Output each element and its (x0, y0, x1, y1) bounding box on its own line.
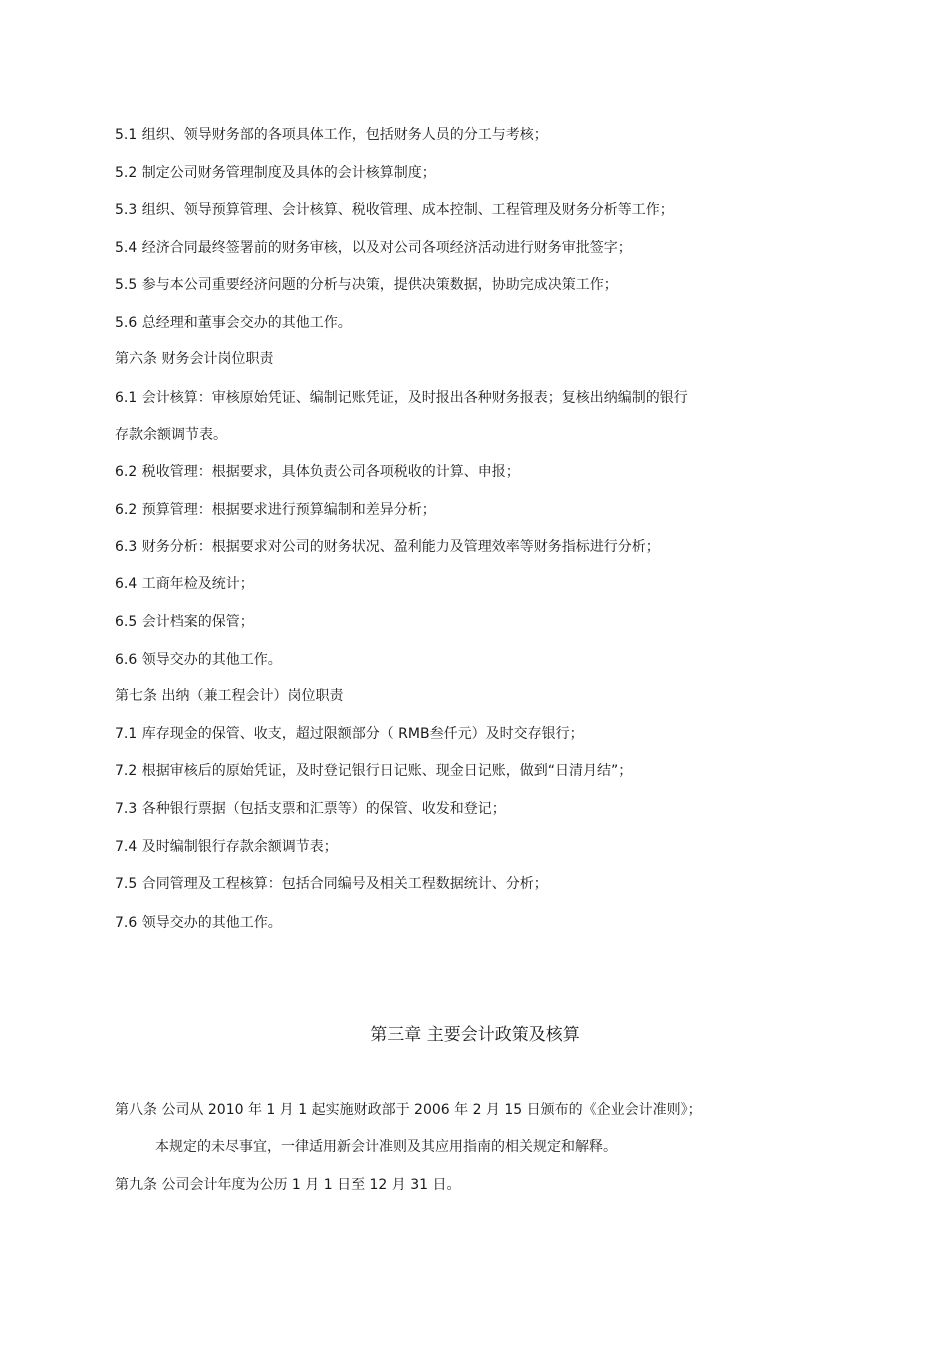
clause-5-5: 5.5 参与本公司重要经济问题的分析与决策，提供决策数据，协助完成决策工作； (115, 277, 618, 293)
clause-5-4: 5.4 经济合同最终签署前的财务审核，以及对公司各项经济活动进行财务审批签字； (115, 240, 632, 256)
clause-6-2a: 6.2 税收管理：根据要求，具体负责公司各项税收的计算、申报； (115, 464, 520, 480)
clause-7-1: 7.1 库存现金的保管、收支，超过限额部分（ RMB叁仟元）及时交存银行； (115, 726, 584, 742)
clause-6-6: 6.6 领导交办的其他工作。 (115, 652, 282, 668)
article-eight-line1: 第八条 公司从 2010 年 1 月 1 起实施财政部于 2006 年 2 月 15 日颁布的《企业会计准则》； (115, 1102, 702, 1118)
clause-5-6: 5.6 总经理和董事会交办的其他工作。 (115, 315, 352, 331)
clause-7-2: 7.2 根据审核后的原始凭证，及时登记银行日记账、现金日记账，做到“日清月结”； (115, 763, 633, 779)
clause-7-5: 7.5 合同管理及工程核算：包括合同编号及相关工程数据统计、分析； (115, 876, 548, 892)
clause-6-1-continued: 存款余额调节表。 (115, 427, 227, 443)
article-nine: 第九条 公司会计年度为公历 1 月 1 日至 12 月 31 日。 (115, 1177, 461, 1193)
clause-5-1: 5.1 组织、领导财务部的各项具体工作，包括财务人员的分工与考核； (115, 127, 548, 143)
article-seven-title: 第七条 出纳（兼工程会计）岗位职责 (115, 688, 344, 704)
article-six-title: 第六条 财务会计岗位职责 (115, 351, 274, 367)
clause-6-1: 6.1 会计核算：审核原始凭证、编制记账凭证，及时报出各种财务报表；复核出纳编制的银行 (115, 390, 688, 406)
clause-7-3: 7.3 各种银行票据（包括支票和汇票等）的保管、收发和登记； (115, 801, 506, 817)
clause-6-2b: 6.2 预算管理：根据要求进行预算编制和差异分析； (115, 502, 436, 518)
clause-5-2: 5.2 制定公司财务管理制度及具体的会计核算制度； (115, 165, 436, 181)
chapter-three-title: 第三章 主要会计政策及核算 (370, 1025, 580, 1045)
clause-7-6: 7.6 领导交办的其他工作。 (115, 915, 282, 931)
clause-6-3: 6.3 财务分析：根据要求对公司的财务状况、盈利能力及管理效率等财务指标进行分析； (115, 539, 660, 555)
clause-5-3: 5.3 组织、领导预算管理、会计核算、税收管理、成本控制、工程管理及财务分析等工作； (115, 202, 674, 218)
clause-6-4: 6.4 工商年检及统计； (115, 576, 254, 592)
article-eight-line2: 本规定的未尽事宜，一律适用新会计准则及其应用指南的相关规定和解释。 (155, 1139, 617, 1155)
clause-7-4: 7.4 及时编制银行存款余额调节表； (115, 839, 338, 855)
clause-6-5: 6.5 会计档案的保管； (115, 614, 254, 630)
